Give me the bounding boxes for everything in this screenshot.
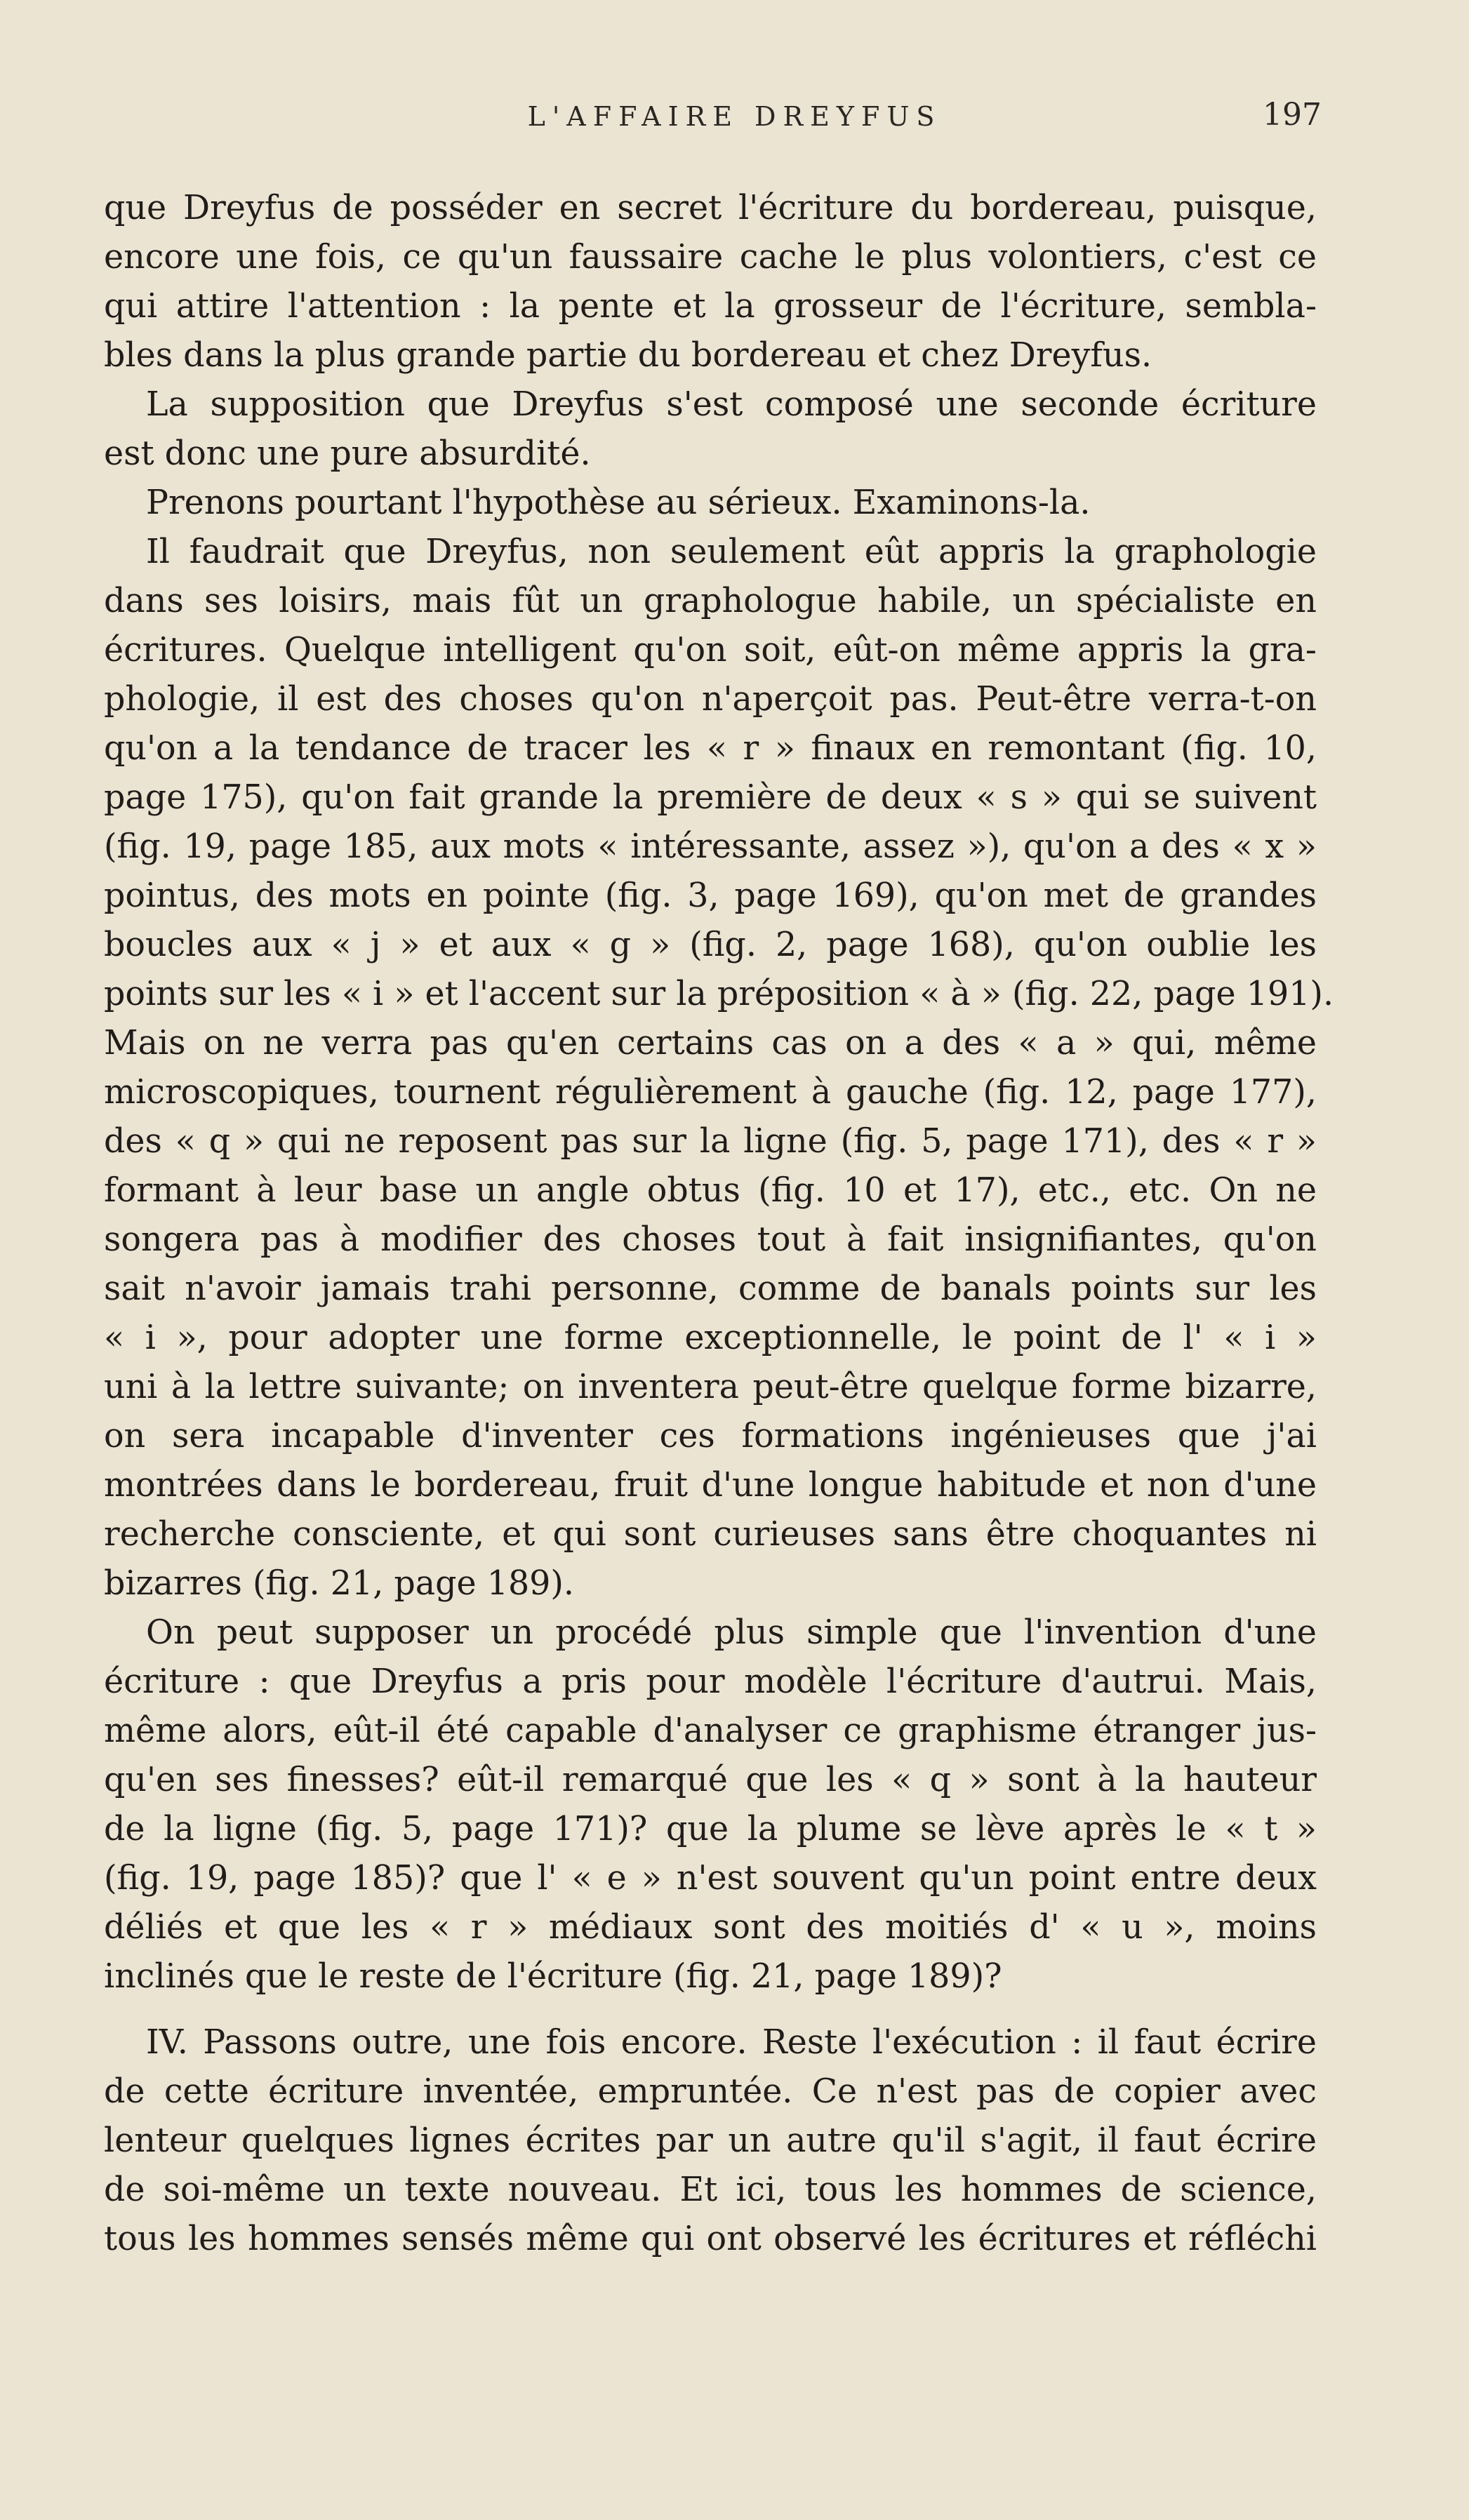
text-line: Prenons pourtant l'hypothèse au sérieux. Examinons-la.	[146, 484, 1091, 522]
text-line: de la ligne (fig. 5, page 171)? que la plume se lève après le « t »	[104, 1810, 1317, 1848]
text-line: écritures. Quelque intelligent qu'on soit, eût-on même appris la gra-	[104, 631, 1317, 669]
text-line: page 175), qu'on fait grande la première de deux « s » qui se suivent	[104, 778, 1317, 817]
section-gap	[104, 2001, 1317, 2018]
text-line: Il faudrait que Dreyfus, non seulement eût appris la graphologie	[146, 533, 1317, 571]
text-line: IV. Passons outre, une fois encore. Reste l'exécution : il faut écrire	[146, 2023, 1317, 2062]
text-line: bles dans la plus grande partie du bordereau et chez Dreyfus.	[104, 336, 1152, 375]
text-line: (fig. 19, page 185)? que l' « e » n'est souvent qu'un point entre deux	[104, 1859, 1317, 1898]
body-text	[104, 184, 1334, 2264]
text-line: que Dreyfus de posséder en secret l'écriture du bordereau, puisque,	[104, 189, 1317, 227]
text-line: encore une fois, ce qu'un faussaire cache le plus volontiers, c'est ce	[104, 238, 1317, 276]
text-line: des « q » qui ne reposent pas sur la ligne (fig. 5, page 171), des « r »	[104, 1122, 1317, 1161]
text-line: phologie, il est des choses qu'on n'aperçoit pas. Peut-être verra-t-on	[104, 680, 1317, 719]
text-line: On peut supposer un procédé plus simple que l'invention d'une	[146, 1613, 1317, 1652]
text-line: déliés et que les « r » médiaux sont des moitiés d' « u », moins	[104, 1908, 1317, 1947]
text-line: on sera incapable d'inventer ces formations ingénieuses que j'ai	[104, 1417, 1317, 1455]
text-line: points sur les « i » et l'accent sur la préposition « à » (fig. 22, page 191).	[104, 975, 1334, 1013]
text-line: montrées dans le bordereau, fruit d'une longue habitude et non d'une	[104, 1466, 1317, 1505]
page-number: 197	[1263, 97, 1322, 133]
text-line: bizarres (fig. 21, page 189).	[104, 1564, 575, 1603]
text-line: microscopiques, tournent régulièrement à gauche (fig. 12, page 177),	[104, 1073, 1317, 1112]
text-line: qu'on a la tendance de tracer les « r » finaux en remontant (fig. 10,	[104, 729, 1317, 768]
text-line: Mais on ne verra pas qu'en certains cas on a des « a » qui, même	[104, 1024, 1317, 1062]
text-line: tous les hommes sensés même qui ont observé les écritures et réfléchi	[104, 2220, 1317, 2258]
text-line: lenteur quelques lignes écrites par un autre qu'il s'agit, il faut écrire	[104, 2121, 1317, 2160]
text-line: de cette écriture inventée, empruntée. Ce n'est pas de copier avec	[104, 2072, 1317, 2111]
text-line: écriture : que Dreyfus a pris pour modèle l'écriture d'autrui. Mais,	[104, 1662, 1317, 1701]
text-line: (fig. 19, page 185, aux mots « intéressante, assez »), qu'on a des « x »	[104, 827, 1317, 866]
text-line: dans ses loisirs, mais fût un graphologue habile, un spécialiste en	[104, 582, 1317, 620]
text-line: qu'en ses finesses? eût-il remarqué que les « q » sont à la hauteur	[104, 1761, 1317, 1799]
text-line: qui attire l'attention : la pente et la grosseur de l'écriture, sembla-	[104, 287, 1317, 326]
text-line: boucles aux « j » et aux « g » (fig. 2, page 168), qu'on oublie les	[104, 926, 1317, 964]
text-line: La supposition que Dreyfus s'est composé une seconde écriture	[146, 385, 1317, 424]
running-title: L'AFFAIRE DREYFUS	[527, 101, 942, 132]
running-head	[0, 97, 1469, 139]
text-line: est donc une pure absurdité.	[104, 434, 591, 473]
text-line: « i », pour adopter une forme exceptionnelle, le point de l' « i »	[104, 1319, 1317, 1357]
text-line: sait n'avoir jamais trahi personne, comme de banals points sur les	[104, 1269, 1317, 1308]
text-line: pointus, des mots en pointe (fig. 3, page 169), qu'on met de grandes	[104, 876, 1317, 915]
text-line: inclinés que le reste de l'écriture (fig. 21, page 189)?	[104, 1957, 1002, 1996]
text-line: de soi-même un texte nouveau. Et ici, tous les hommes de science,	[104, 2171, 1317, 2209]
text-line: uni à la lettre suivante; on inventera peut-être quelque forme bizarre,	[104, 1368, 1317, 1406]
text-line: recherche consciente, et qui sont curieuses sans être choquantes ni	[104, 1515, 1317, 1554]
text-line: songera pas à modifier des choses tout à fait insignifiantes, qu'on	[104, 1220, 1317, 1259]
text-line: formant à leur base un angle obtus (fig. 10 et 17), etc., etc. On ne	[104, 1171, 1317, 1210]
text-line: même alors, eût-il été capable d'analyser ce graphisme étranger jus-	[104, 1712, 1317, 1750]
